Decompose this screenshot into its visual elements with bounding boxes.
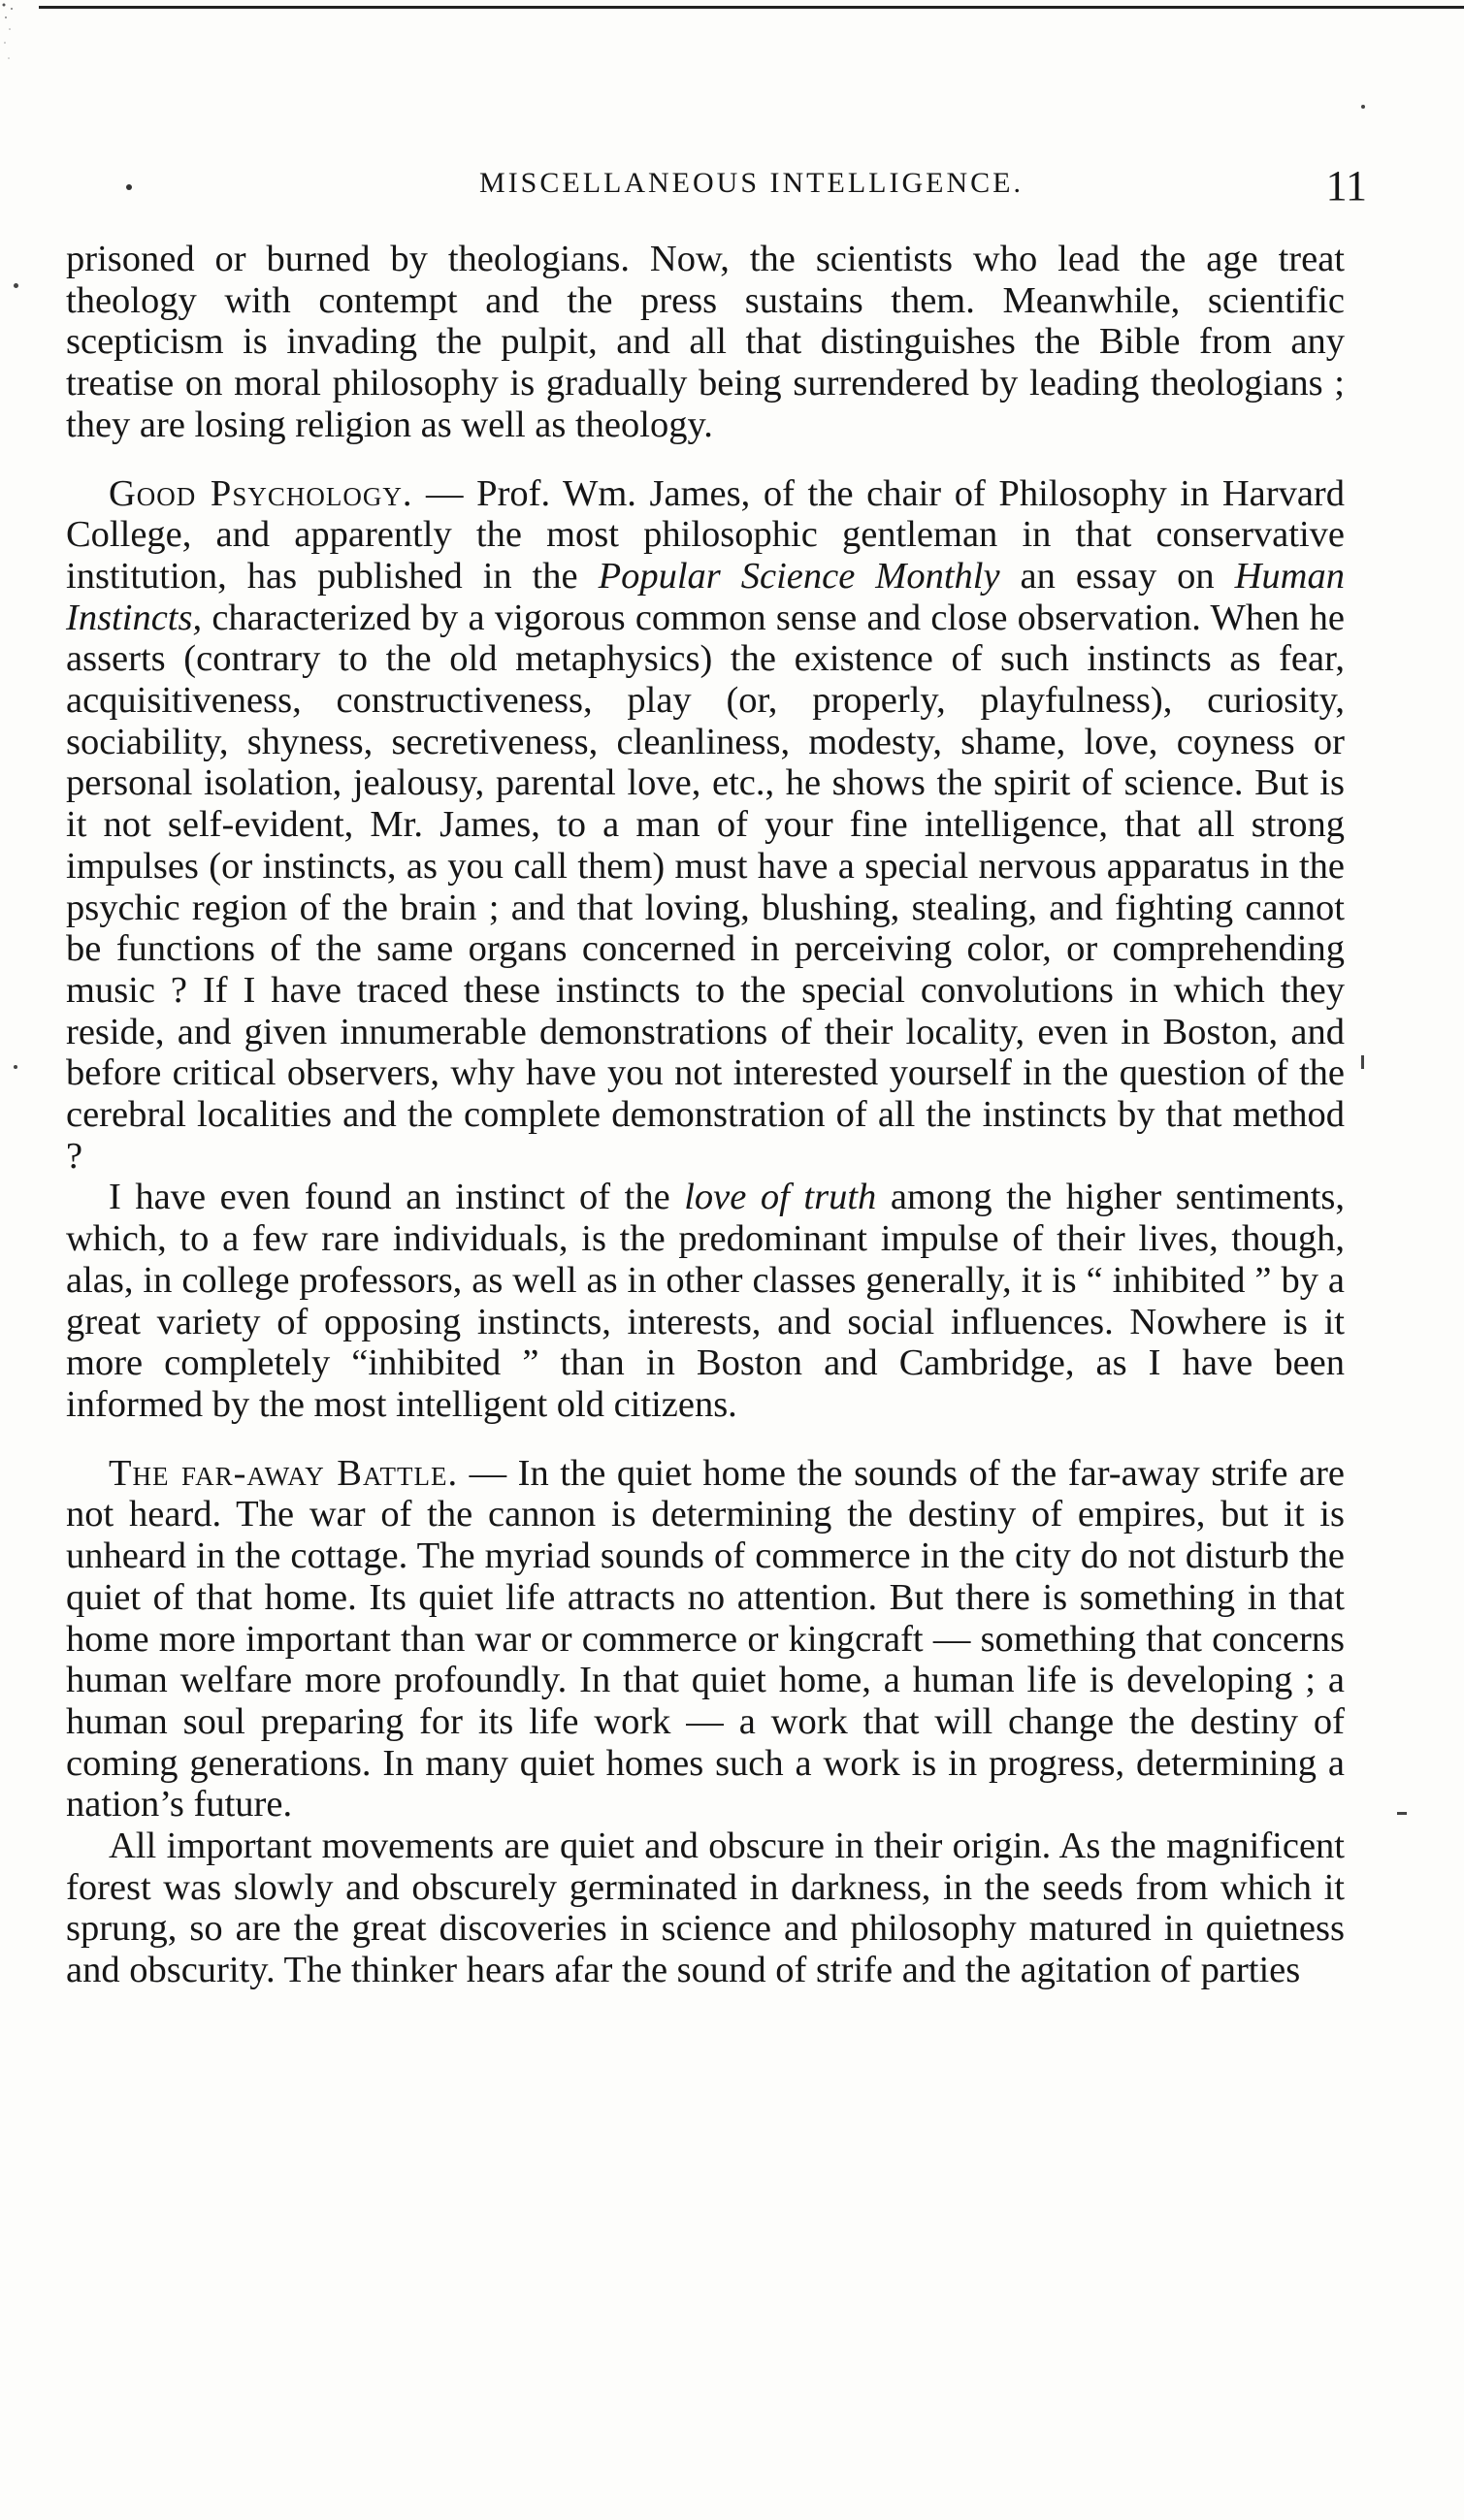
paragraph-important-movements: All important movements are quiet and obscure in their origin. As the magnificent forest was slowly and obscurely germinated in darkness, in the seeds from which it sprung, so are the great discoveries in science and philosophy matured in quietness and obscurity. The thinker hears afar the sound of strife and the agitation of parties [66, 1825, 1345, 1991]
emphasis-phrase: love of truth [684, 1177, 877, 1218]
paragraph-far-away-battle [66, 1453, 1345, 1825]
section-heading: The far-away Battle. [109, 1452, 459, 1494]
section-heading: Good Psychology. [109, 472, 413, 514]
essay-title: Human Instincts, [66, 555, 1345, 638]
page-number: 11 [1325, 162, 1367, 210]
paragraph-text: characterized by a vigorous common sense and close observation. When he asserts (contrary to the old metaphysics) the existence of such instincts as fear, acquisitiveness, constructiveness, play (or, properly, playfulness), curiosity, sociability, shyness, secretiveness, cleanliness, modesty, shame, love, coyness or personal isolation, jealousy, parental love, etc., he shows the spirit of science. But is it not self-evident, Mr. James, to a man of your fine intelligence, that all strong impulses (or instincts, as you call them) must have a special nervous apparatus in the psychic region of the brain ; and that loving, blushing, stealing, and fighting cannot be functions of the same organs concerned in perceiving color, or comprehending music ? If I have traced these instincts to the special convolutions in which they reside, and given innumerable demonstrations of their locality, even in Boston, and before critical observers, why have you not interested yourself in the question of the cerebral localities and the complete demonstration of all the instincts by that method ? [66, 597, 1345, 1177]
paragraph-love-of-truth [66, 1177, 1345, 1425]
top-edge-rule [39, 6, 1464, 9]
corner-specks [0, 0, 29, 68]
margin-mark [1397, 1812, 1407, 1815]
paragraph-text: among the higher sentiments, which, to a few rare individuals, is the predominant impulse of their lives, though, alas, in college professors, as well as in other classes generally, it is “ inhibited ” by a great variety of opposing instincts, interests, and social influences. Nowhere is it more completely “inhibited ” than in Boston and Cambridge, as I have been informed by the most intelligent old citizens. [66, 1177, 1345, 1425]
running-title: MISCELLANEOUS INTELLIGENCE. [479, 167, 1024, 199]
paragraph-text: — In the quiet home the sounds of the far-away strife are not heard. The war of the cannon is determining the destiny of empires, but it is unheard in the cottage. The myriad sounds of commerce in the city do not disturb the quiet of that home. Its quiet life attracts no attention. But there is something in that home more important than war or commerce or kingcraft — something that concerns human welfare more profoundly. In that quiet home, a human life is developing ; a human soul preparing for its life work — a work that will change the destiny of coming generations. In many quiet homes such a work is in progress, determining a nation’s future. [66, 1452, 1345, 1825]
paragraph-text: — Prof. Wm. James, of the chair of Philosophy in Harvard College, and apparently the most philosophic gentleman in that conservative institution, has published in the [66, 472, 1345, 597]
margin-mark [1361, 105, 1365, 109]
paragraph-text: I have even found an instinct of the [109, 1177, 685, 1218]
running-header [116, 163, 1367, 211]
body-text [66, 239, 1345, 1991]
margin-mark [1361, 1055, 1364, 1069]
journal-title: Popular Science Monthly [598, 555, 1000, 597]
paragraph-text: an essay on [999, 555, 1235, 597]
margin-mark [14, 1065, 17, 1069]
paragraph-continued: prisoned or burned by theologians. Now, the scientists who lead the age treat theology with contempt and the press sustains them. Meanwhile, scientific scepticism is invading the pulpit, and all that distinguishes the Bible from any treatise on moral philosophy is gradually being surrendered by leading theologians ; they are losing religion as well as theology. [66, 239, 1345, 445]
margin-mark [14, 283, 18, 288]
paragraph-good-psychology [66, 473, 1345, 1178]
